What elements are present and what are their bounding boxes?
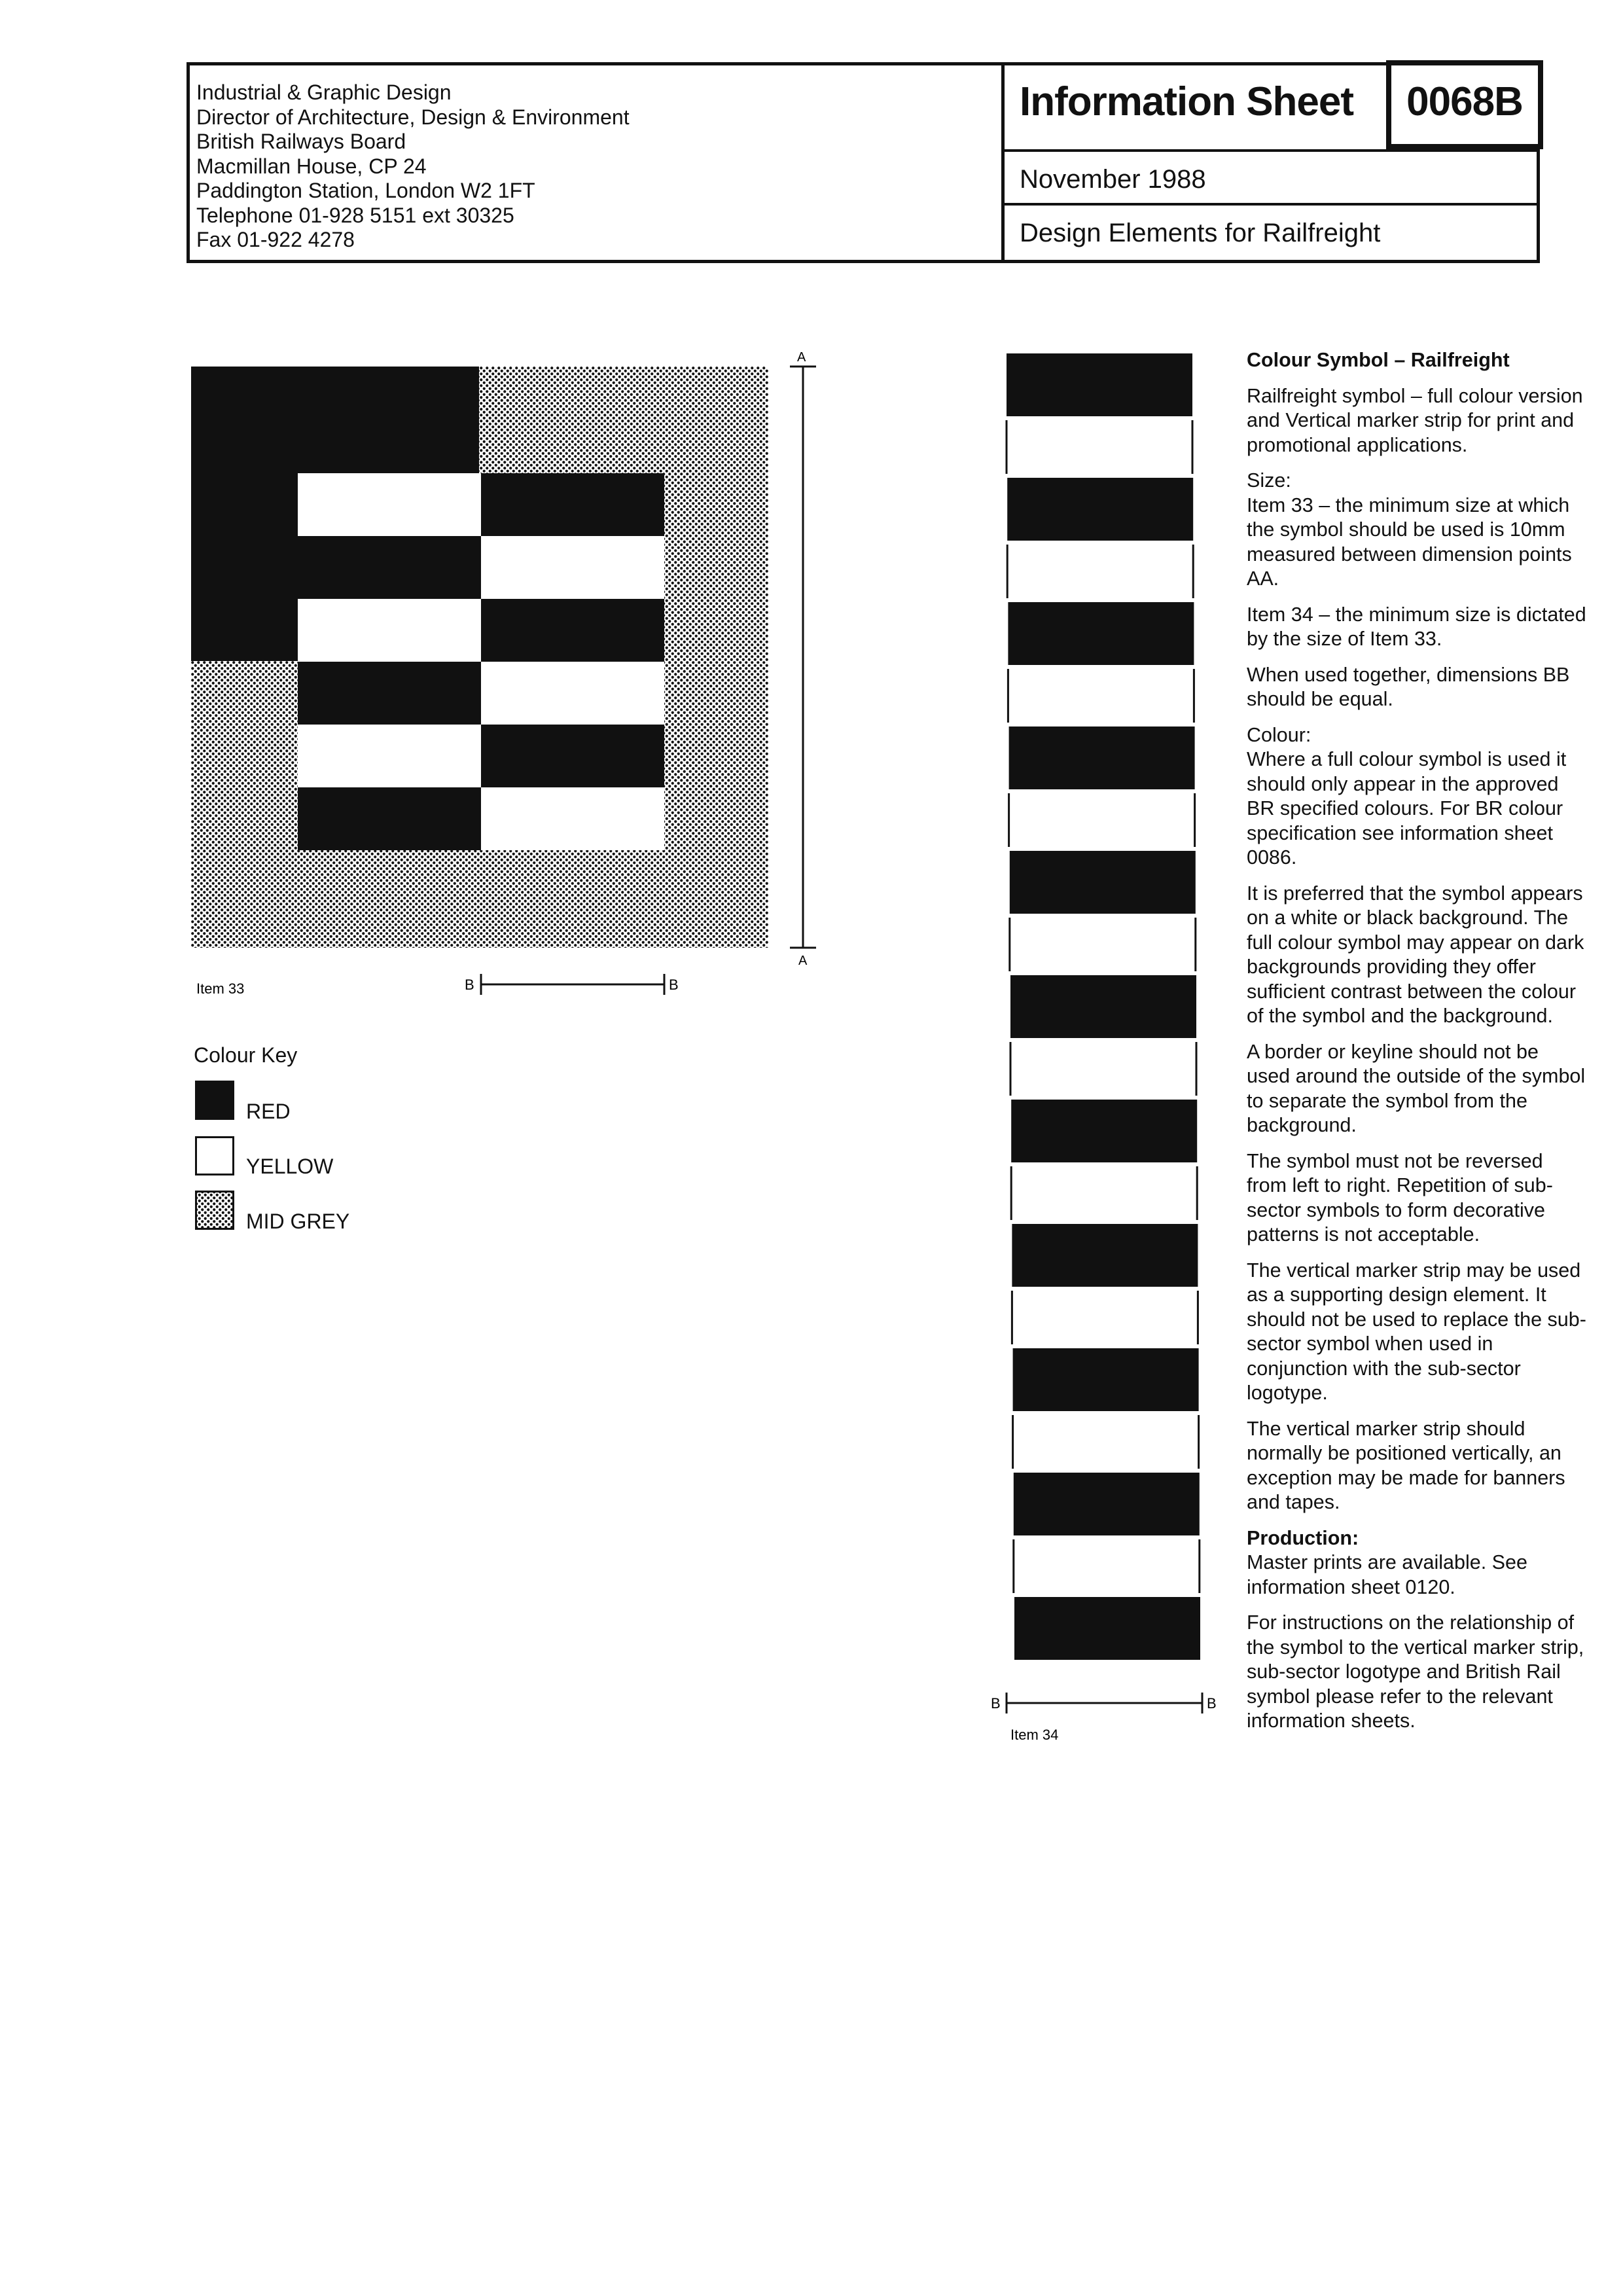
org-line: British Railways Board <box>196 130 406 153</box>
paragraph: The symbol must not be reversed from left to right. Repetition of sub-sector symbols to form decorative patterns is not acceptable. <box>1247 1149 1553 1246</box>
colour-key-title: Colour Key <box>194 1043 298 1067</box>
swatch-yellow <box>195 1136 234 1175</box>
strip-black-band <box>1014 1473 1200 1535</box>
sheet-number: 0068B <box>1406 79 1523 124</box>
key-label-red: RED <box>246 1100 291 1123</box>
dim-label-a: A <box>798 954 808 968</box>
symbol-checkerboard <box>298 473 664 850</box>
sheet-date: November 1988 <box>1020 165 1206 194</box>
strip-dim-label-b: B <box>991 1695 1001 1712</box>
strip-black-band <box>1007 353 1192 416</box>
strip-black-band <box>1012 1224 1198 1287</box>
paragraph: When used together, dimensions BB should be equal. <box>1247 663 1570 710</box>
description-column <box>1247 348 1587 1745</box>
item-33-label: Item 33 <box>196 980 245 997</box>
key-label-mid-grey: MID GREY <box>246 1210 350 1233</box>
swatch-mid-grey <box>195 1191 234 1230</box>
strip-black-band <box>1010 851 1196 914</box>
org-line: Fax 01-922 4278 <box>196 228 355 251</box>
strip-dimension-bb <box>1007 1693 1202 1713</box>
strip-black-band <box>1011 1100 1197 1162</box>
swatch-red <box>195 1081 234 1120</box>
paragraph: The vertical marker strip should normally be positioned vertically, an exception may be made for banners and tapes. <box>1247 1417 1565 1513</box>
paragraph: Item 34 – the minimum size is dictated by the size of Item 33. <box>1247 603 1586 650</box>
production-heading: Production: <box>1247 1526 1359 1549</box>
strip-dim-label-b: B <box>1207 1695 1217 1712</box>
paragraph: Item 33 – the minimum size at which the symbol should be used is 10mm measured between dimension points AA. <box>1247 493 1572 590</box>
strip-black-band <box>1007 478 1193 541</box>
strip-black-band <box>1009 726 1195 789</box>
dim-label-b: B <box>669 977 679 993</box>
org-line: Industrial & Graphic Design <box>196 81 452 104</box>
org-line: Macmillan House, CP 24 <box>196 154 427 178</box>
sheet-title: Information Sheet <box>1020 79 1354 124</box>
dim-label-a: A <box>797 350 806 365</box>
paragraph: It is preferred that the symbol appears on a white or black background. The full colour symbol may appear on dark backgrounds providing they offer sufficient contrast between the colour of the symbol and the background. <box>1247 882 1584 1027</box>
railfreight-symbol <box>191 350 846 1021</box>
dimension-aa <box>790 367 816 948</box>
paragraph: Where a full colour symbol is used it should only appear in the approved BR specified colours. For BR colour specification see information sheet 0086. <box>1247 748 1567 869</box>
organisation-address <box>196 81 630 253</box>
paragraph: Railfreight symbol – full colour version and Vertical marker strip for print and promotional applications. <box>1247 384 1583 456</box>
paragraph: Colour: <box>1247 723 1311 746</box>
vertical-marker-strip <box>988 353 1224 1767</box>
strip-black-band <box>1010 975 1196 1038</box>
org-line: Telephone 01-928 5151 ext 30325 <box>196 203 514 227</box>
paragraph: The vertical marker strip may be used as a supporting design element. It should not be used to replace the sub-sector symbol when used in conjunction with the sub-sector logotype. <box>1247 1259 1586 1404</box>
paragraph: A border or keyline should not be used around the outside of the symbol to separate the symbol from the background. <box>1247 1040 1586 1136</box>
strip-bands <box>1007 353 1200 1660</box>
dim-label-b: B <box>465 977 474 993</box>
section-heading: Colour Symbol – Railfreight <box>1247 349 1510 371</box>
org-line: Paddington Station, London W2 1FT <box>196 179 535 202</box>
header-divider <box>1001 149 1540 152</box>
production-text: Master prints are available. See information sheet 0120. <box>1247 1551 1527 1598</box>
paragraph: Size: <box>1247 469 1291 492</box>
item-34-label: Item 34 <box>1010 1727 1059 1743</box>
sheet-subject: Design Elements for Railfreight <box>1020 219 1381 247</box>
dimension-bb <box>481 974 664 995</box>
strip-black-band <box>1014 1597 1200 1660</box>
header-divider <box>1001 203 1540 206</box>
strip-black-band <box>1008 602 1194 665</box>
closing-paragraph: For instructions on the relationship of the symbol to the vertical marker strip, sub-sector logotype and British Rail symbol please refer to the relevant information sheets. <box>1247 1611 1584 1732</box>
key-label-yellow: YELLOW <box>246 1155 334 1178</box>
strip-black-band <box>1013 1348 1199 1411</box>
org-line: Director of Architecture, Design & Environment <box>196 105 630 129</box>
header-divider <box>1001 62 1005 263</box>
